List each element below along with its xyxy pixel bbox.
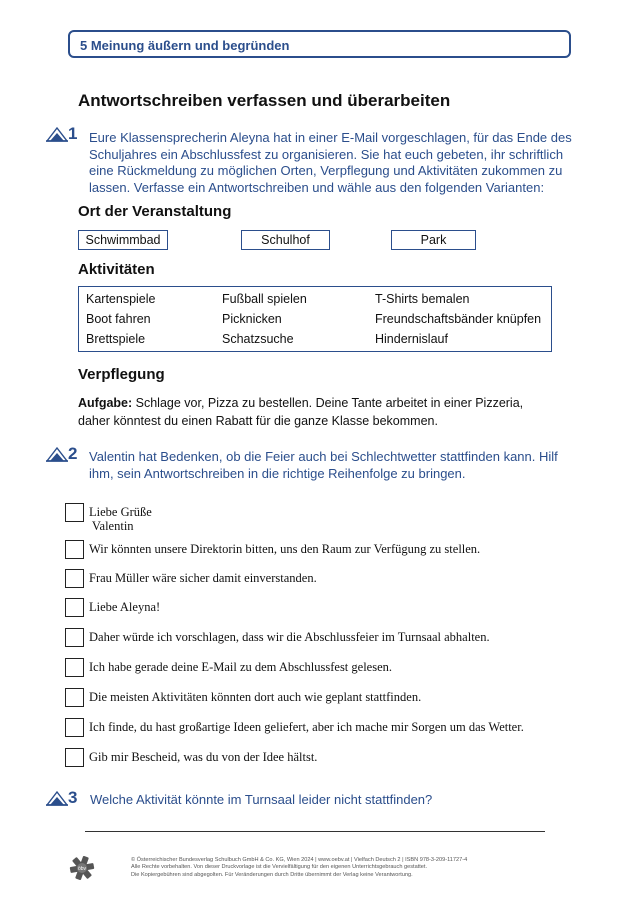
order-item [65, 658, 565, 682]
task-1-number: 1 [68, 124, 78, 143]
order-item-text: Daher würde ich vorschlagen, dass wir die Abschlussfeier im Turnsaal abhalten. [89, 630, 490, 644]
task-1-text [89, 130, 572, 196]
order-checkbox[interactable] [65, 718, 84, 737]
task-2-line: ihm, sein Antwortschreiben in die richtige Reihenfolge zu bringen. [89, 465, 466, 481]
aktivitaeten-heading: Aktivitäten [78, 261, 155, 278]
task-2-marker [46, 444, 86, 466]
order-checkbox[interactable] [65, 628, 84, 647]
answer-line[interactable] [85, 831, 545, 832]
order-item-text: Wir könnten unsere Direktorin bitten, uns den Raum zur Verfügung zu stellen. [89, 542, 481, 556]
order-item-text: Die meisten Aktivitäten könnten dort auch wie geplant stattfinden. [89, 690, 422, 704]
order-checkbox[interactable] [65, 598, 84, 617]
activity-item: Hindernislauf [375, 332, 448, 346]
order-item [65, 688, 565, 712]
aufgabe-line: daher könntest du einen Rabatt für die ganze Klasse bekommen. [78, 414, 438, 428]
footer-line: © Österreichischer Bundesverlag Schulbuch GmbH & Co. KG, Wien 2024 | www.oebv.at | Vielfach Deutsch 2 | ISBN 978-3-209-11727-4 [131, 857, 468, 863]
place-option-park: Park [391, 230, 476, 250]
activity-item: Picknicken [222, 312, 282, 326]
activity-item: Boot fahren [86, 312, 151, 326]
ort-heading: Ort der Veranstaltung [78, 203, 232, 220]
activity-item: Schatzsuche [222, 332, 294, 346]
task-1-line: Schuljahres ein Abschlussfest zu organisieren. Sie hat euch gebeten, ihr schriftlich [89, 146, 564, 162]
order-item [65, 540, 565, 564]
order-item-text: Gib mir Bescheid, was du von der Idee hältst. [89, 750, 318, 764]
page-title: Antwortschreiben verfassen und überarbeiten [78, 91, 451, 110]
verpflegung-heading: Verpflegung [78, 366, 165, 383]
oebv-logo-icon [69, 855, 95, 881]
task-1-line: eine Rückmeldung zu möglichen Orten, Verpflegung und Aktivitäten zukommen zu [89, 163, 563, 178]
chapter-title: 5 Meinung äußern und begründen [80, 38, 290, 53]
order-item [65, 569, 565, 593]
svg-text:öbv: öbv [77, 866, 87, 872]
order-checkbox[interactable] [65, 569, 84, 588]
activity-item: T-Shirts bemalen [375, 292, 470, 306]
task-3-marker [46, 788, 86, 810]
order-item-line: Liebe Grüße [89, 505, 152, 519]
order-checkbox[interactable] [65, 688, 84, 707]
order-item-text: Frau Müller wäre sicher damit einverstanden. [89, 571, 317, 585]
footer-line: Alle Rechte vorbehalten. Von dieser Druckvorlage ist die Vervielfältigung für den eigenen Unterrichtsgebrauch gestattet. [131, 864, 428, 871]
task-2-line: Valentin hat Bedenken, ob die Feier auch bei Schlechtwetter stattfinden kann. Hilf [89, 449, 558, 464]
order-checkbox[interactable] [65, 540, 84, 559]
order-item [65, 628, 565, 652]
order-checkbox[interactable] [65, 748, 84, 767]
order-item-text: Ich finde, du hast großartige Ideen geliefert, aber ich mache mir Sorgen um das Wetter. [89, 720, 524, 734]
footer-line: Die Kopiergebühren sind abgegolten. Für Veränderungen durch Dritte übernimmt der Verlag keine Verantwortung. [131, 871, 413, 878]
activity-item: Fußball spielen [222, 292, 307, 306]
footer-copyright [131, 857, 551, 879]
task-1-line: Eure Klassensprecherin Aleyna hat in einer E-Mail vorgeschlagen, für das Ende des [89, 130, 572, 145]
aufgabe-text [78, 394, 558, 430]
task-3-number: 3 [68, 788, 78, 807]
activity-item: Freundschaftsbänder knüpfen [375, 312, 542, 326]
order-checkbox[interactable] [65, 503, 84, 522]
aufgabe-line: Schlage vor, Pizza zu bestellen. Deine Tante arbeitet in einer Pizzeria, [132, 396, 524, 410]
order-item-line: Valentin [89, 519, 134, 533]
activity-item: Brettspiele [86, 332, 146, 346]
order-item-text [89, 505, 152, 533]
place-option-schwimmbad: Schwimmbad [78, 230, 168, 250]
order-item [65, 598, 565, 622]
order-item [65, 718, 565, 742]
mountain-difficulty-icon [46, 126, 68, 142]
aufgabe-label: Aufgabe: [78, 396, 133, 410]
mountain-difficulty-icon [46, 790, 68, 806]
order-item [65, 748, 565, 772]
activities-box [78, 286, 552, 352]
mountain-difficulty-icon [46, 446, 68, 462]
chapter-header [68, 30, 571, 58]
place-option-schulhof: Schulhof [241, 230, 330, 250]
order-checkbox[interactable] [65, 658, 84, 677]
task-1-line: lassen. Verfasse ein Antwortschreiben und wähle aus den folgenden Varianten: [89, 179, 545, 195]
activity-item: Kartenspiele [86, 292, 156, 306]
task-2-number: 2 [68, 444, 78, 463]
task-3-question: Welche Aktivität könnte im Turnsaal leider nicht stattfinden? [90, 792, 433, 807]
task-2-text [89, 449, 558, 482]
order-item-text: Liebe Aleyna! [89, 600, 161, 614]
order-item-text: Ich habe gerade deine E-Mail zu dem Abschlussfest gelesen. [89, 660, 393, 674]
task-1-marker [46, 124, 86, 146]
order-item [65, 503, 565, 535]
